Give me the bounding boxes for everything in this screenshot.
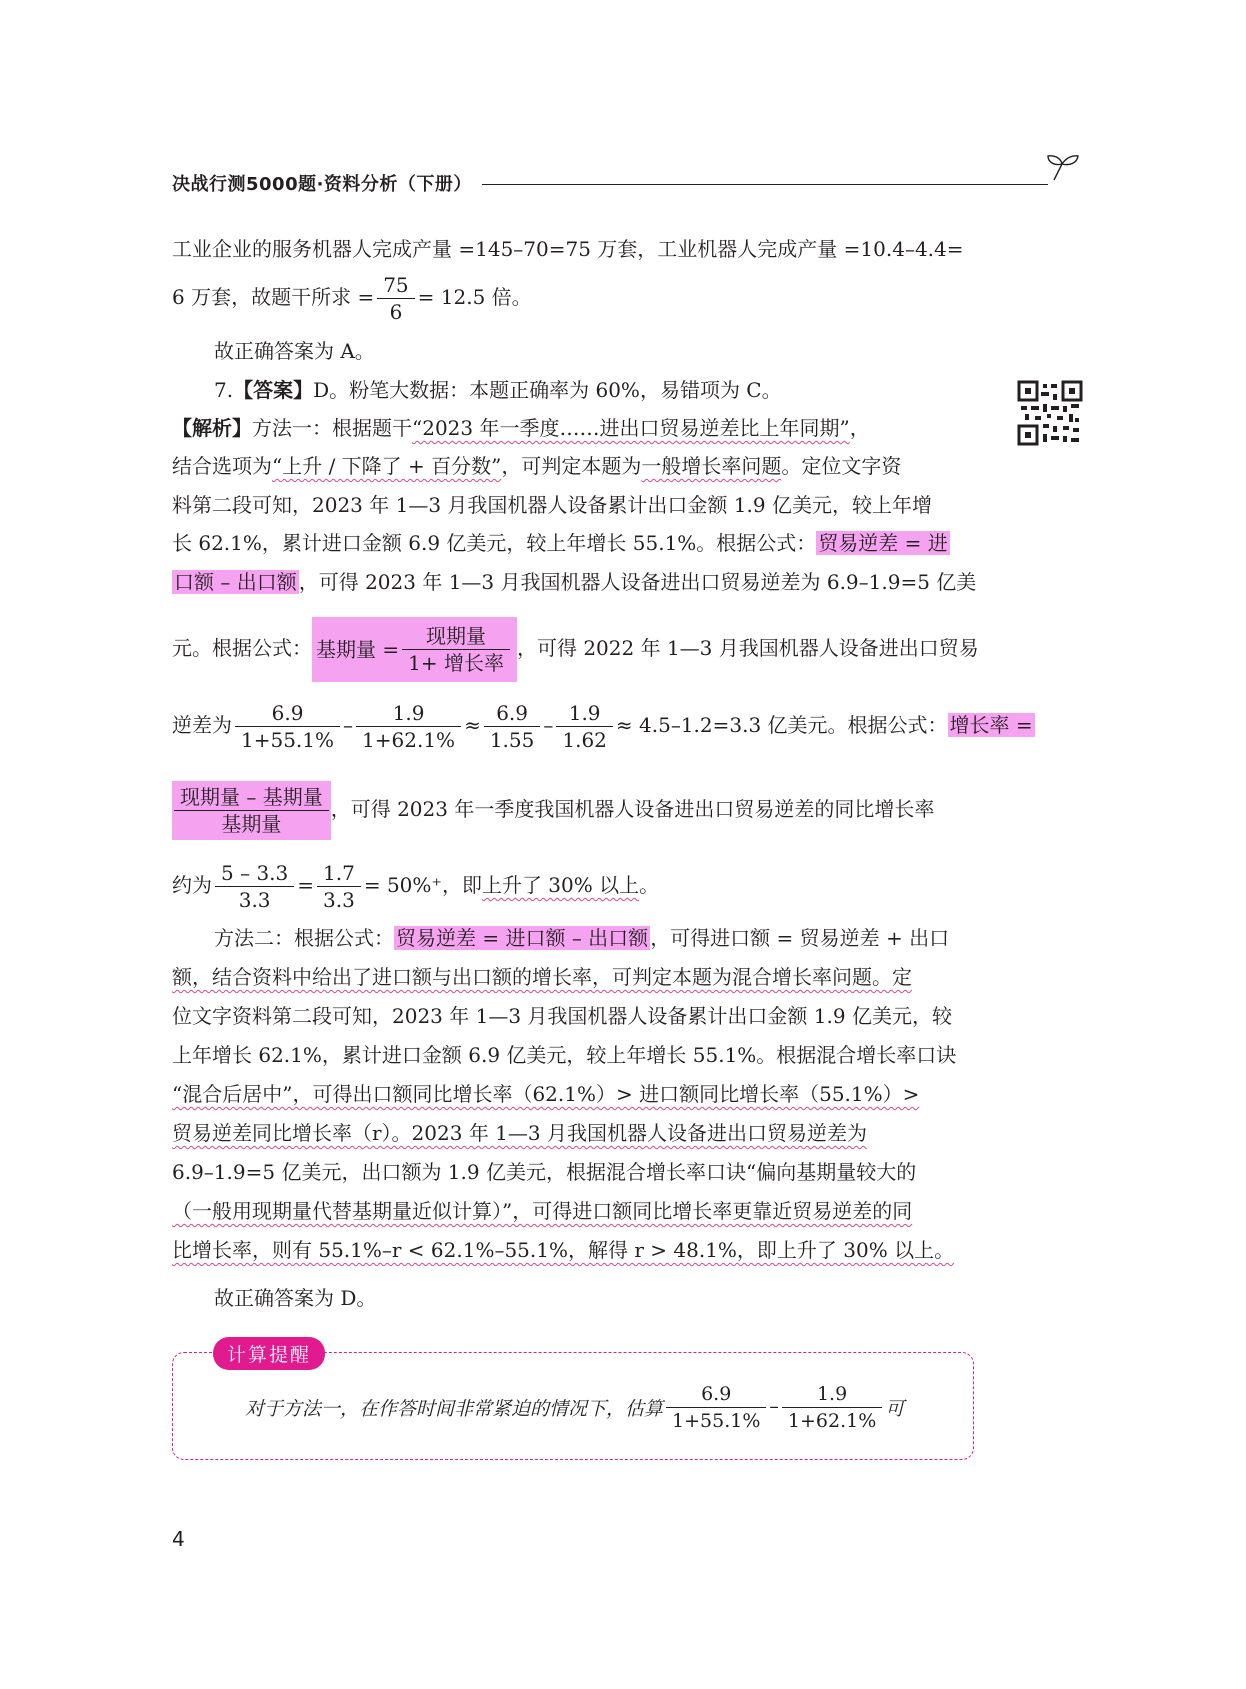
fraction <box>356 700 461 753</box>
text-line: 工业企业的服务机器人完成产量 =145–70=75 万套，工业机器人完成产量 =10.4–4.4= <box>172 237 964 261</box>
analysis-line-9: 约为 $\frac{5 - 3.3}{3.3}$ = $\frac{1.7}{3.3}$ = 50%⁺，即上升了 30% 以上。 <box>172 861 660 912</box>
analysis-line-5 <box>172 569 977 595</box>
qr-code <box>1017 380 1083 446</box>
analysis-line-1 <box>172 415 972 441</box>
text-span: 6 万套，故题干所求 = <box>172 285 375 309</box>
analysis-tag: 【解析】 <box>172 416 252 440</box>
text-line <box>172 272 972 325</box>
highlight: 口额 – 出口额 <box>174 570 297 594</box>
denominator: 6 <box>389 300 403 324</box>
text-span: ，可得进口额 = 贸易逆差 + 出口 <box>650 926 950 950</box>
text-span: = 12.5 倍。 <box>417 285 532 309</box>
numerator: 75 <box>377 272 414 299</box>
numerator: 1.9 <box>782 1381 882 1408</box>
denominator: 1+55.1% <box>241 728 335 752</box>
book-title: 决战行测5000题·资料分析（下册） <box>172 174 472 195</box>
numerator: 6.9 <box>666 1381 766 1408</box>
highlight: 增长率 = <box>949 713 1033 737</box>
text-span: 逆差为 <box>172 713 232 737</box>
text-span: 约为 <box>172 873 212 897</box>
method2-line-4: 上年增长 62.1%，累计进口金额 6.9 亿美元，较上年增长 55.1%。根据混合增长率口诀 <box>172 1043 957 1067</box>
fraction <box>782 1381 882 1434</box>
denominator: 3.3 <box>323 888 355 912</box>
highlight: 贸易逆差 = 进 <box>818 531 948 555</box>
numerator: 5 – 3.3 <box>215 860 294 887</box>
numerator: 现期量 <box>402 623 510 650</box>
analysis-line-6 <box>172 617 979 677</box>
method2-line-2: 额，结合资料中给出了进口额与出口额的增长率，可判定本题为混合增长率问题。定 <box>172 965 912 989</box>
fraction <box>215 860 294 913</box>
text-span: 方法二：根据公式： <box>214 926 394 950</box>
answer-line: 故正确答案为 D。 <box>214 1286 377 1310</box>
fraction <box>317 860 361 913</box>
answer-line: 故正确答案为 A。 <box>214 339 375 363</box>
text-span: 方法一：根据题干 <box>252 416 412 440</box>
wavy-underline: “2023 年一季度……进出口贸易逆差比上年同期” <box>412 416 850 440</box>
fraction <box>484 700 541 753</box>
numerator: 1.9 <box>556 700 613 727</box>
method2-line-9: 比增长率，则有 55.1%–r < 62.1%–55.1%，解得 r > 48.1%，即上升了 30% 以上。 <box>172 1238 955 1262</box>
text-span: ，可判定本题为 <box>501 454 642 478</box>
denominator: 1.62 <box>562 728 607 752</box>
numerator: 1.7 <box>317 860 361 887</box>
analysis-line-8 <box>172 776 972 842</box>
analysis-line-2 <box>172 453 972 479</box>
calculation-tip-box <box>172 1344 974 1460</box>
numerator: 6.9 <box>484 700 541 727</box>
denominator: 基期量 <box>221 812 282 836</box>
sprout-icon <box>1044 152 1080 182</box>
tip-text: 对于方法一，在作答时间非常紧迫的情况下，估算 $\frac{6.9}{1+55.1\%}$ – $\frac{1.9}{1+62.1\%}$ 可 <box>245 1383 905 1432</box>
wavy-underline: 上升了 30% 以上 <box>481 873 640 897</box>
analysis-line-7: 逆差为 $\frac{6.9}{1+55.1\%}$ – $\frac{1.9}{1+62.1\%}$ ≈ $\frac{6.9}{1.55}$ – $\frac{1.9}{1.62}$ ≈ 4.5–1.2=3.3 亿美元。根据公式： 增长率 = <box>172 701 1033 752</box>
text-span: 元。根据公式： <box>172 636 312 660</box>
denominator: 1+ 增长率 <box>408 651 504 675</box>
numerator: 现期量 – 基期量 <box>174 784 329 811</box>
method2-line-7: 6.9–1.9=5 亿美元，出口额为 1.9 亿美元，根据混合增长率口诀“偏向基期量较大的 <box>172 1160 917 1184</box>
fraction <box>235 700 340 753</box>
answer-tag: 【答案】 <box>233 378 314 402</box>
text-span: ，可得 2023 年一季度我国机器人设备进出口贸易逆差的同比增长率 <box>330 797 935 821</box>
wavy-underline: 一般增长率问题 <box>641 454 782 478</box>
header-rule <box>482 184 1048 185</box>
denominator: 1+62.1% <box>362 728 456 752</box>
analysis-line-4 <box>172 530 972 556</box>
text-span: 。 <box>639 873 660 897</box>
denominator: 1.55 <box>489 728 535 752</box>
numerator: 6.9 <box>235 700 340 727</box>
fraction <box>402 623 510 676</box>
fraction <box>174 784 329 837</box>
fraction <box>556 700 613 753</box>
analysis-line-3: 料第二段可知，2023 年 1—3 月我国机器人设备累计出口金额 1.9 亿美元，较上年增 <box>172 493 932 517</box>
text-span: 可 <box>885 1398 905 1420</box>
text-span: = 50%⁺，即 <box>363 873 482 897</box>
tip-label: 计算提醒 <box>213 1337 325 1370</box>
text-span: 。定位文字资 <box>781 454 902 478</box>
running-header <box>172 170 1092 196</box>
text-span: 基期量 = <box>316 637 400 662</box>
fraction <box>666 1381 766 1434</box>
denominator: 1+55.1% <box>672 1410 761 1432</box>
text-span: ≈ 4.5–1.2=3.3 亿美元。根据公式： <box>615 713 948 737</box>
text-span: 长 62.1%，累计进口金额 6.9 亿美元，较上年增长 55.1%。根据公式： <box>172 531 817 555</box>
wavy-underline: “上升 / 下降了 + 百分数” <box>272 454 502 478</box>
text-span: ，可得 2023 年 1—3 月我国机器人设备进出口贸易逆差为 6.9–1.9=5 亿美 <box>298 570 977 594</box>
question-7-answer <box>214 377 1014 403</box>
method2-line-1 <box>214 925 1014 951</box>
highlight: 贸易逆差 = 进口额 – 出口额 <box>396 926 649 950</box>
text-span: ，可得 2022 年 1—3 月我国机器人设备进出口贸易 <box>516 636 979 660</box>
fraction <box>377 272 414 325</box>
method2-line-5: “混合后居中”，可得出口额同比增长率（62.1%）> 进口额同比增长率（55.1%）> <box>172 1082 920 1106</box>
denominator: 3.3 <box>238 888 271 912</box>
denominator: 1+62.1% <box>787 1410 877 1432</box>
method2-line-8: （一般用现期量代替基期量近似计算）”，可得进口额同比增长率更靠近贸易逆差的同 <box>172 1199 913 1223</box>
method2-line-6: 贸易逆差同比增长率（r）。2023 年 1—3 月我国机器人设备进出口贸易逆差为 <box>172 1121 867 1145</box>
text-span: 对于方法一，在作答时间非常紧迫的情况下，估算 <box>245 1398 664 1420</box>
text-span: D。粉笔大数据：本题正确率为 60%，易错项为 C。 <box>313 378 782 402</box>
question-number: 7. <box>214 378 234 402</box>
text-span: ， <box>849 416 870 440</box>
formula-highlight <box>172 781 331 840</box>
method2-line-3: 位文字资料第二段可知，2023 年 1—3 月我国机器人设备累计出口金额 1.9 亿美元，较 <box>172 1004 952 1028</box>
page-number: 4 <box>172 1527 185 1551</box>
text-span: 结合选项为 <box>172 454 272 478</box>
formula-highlight <box>312 617 517 682</box>
numerator: 1.9 <box>356 700 461 727</box>
